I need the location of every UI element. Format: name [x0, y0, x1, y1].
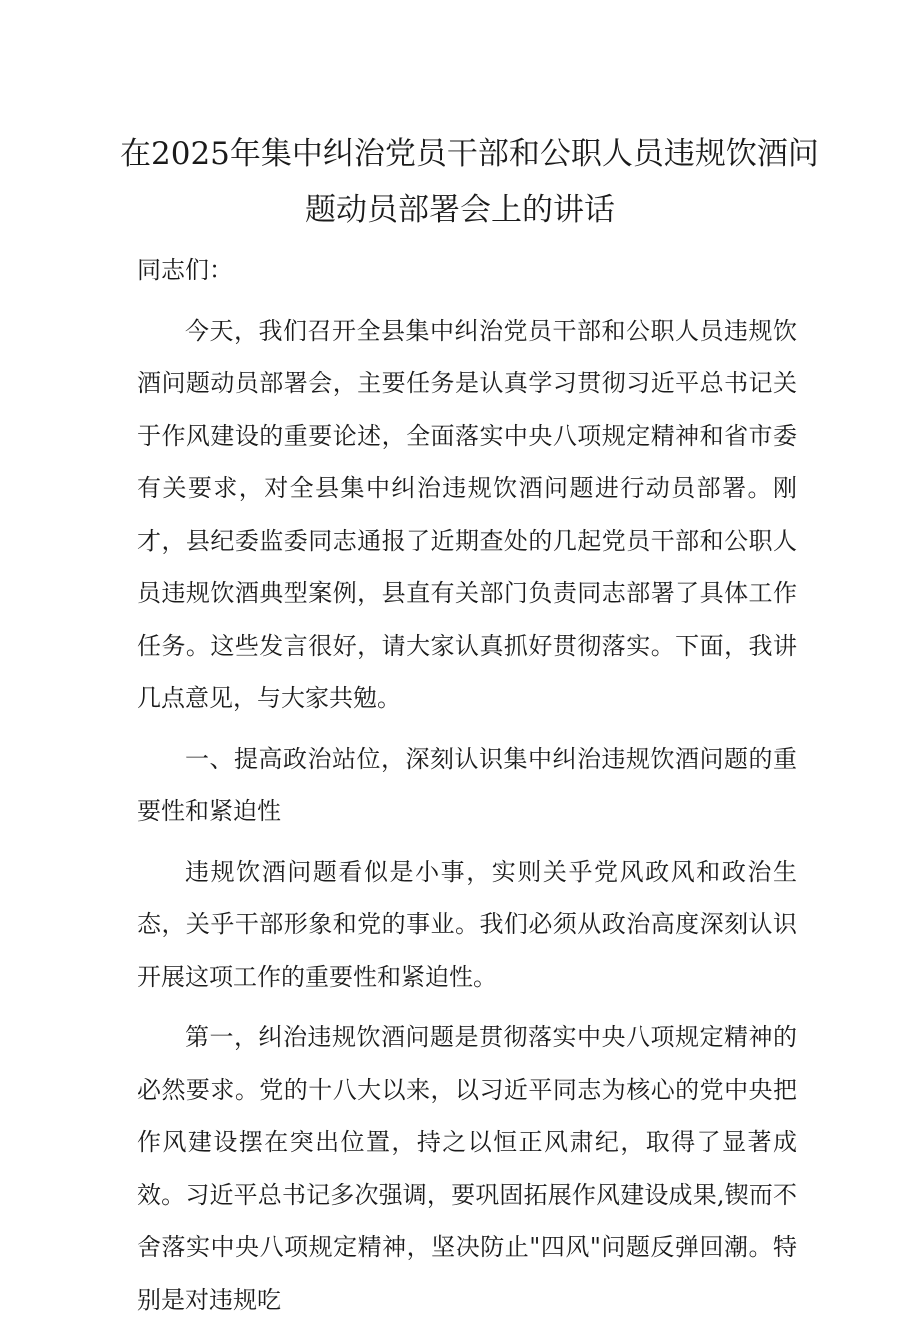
title-line-1: 在2025年集中纠治党员干部和公职人员违规饮酒问 [120, 136, 819, 172]
document-title [120, 126, 819, 238]
section-heading-1: 一、提高政治站位，深刻认识集中纠治违规饮酒问题的重要性和紧迫性 [137, 744, 797, 825]
document-body [137, 244, 797, 1326]
paragraph-section-1: 违规饮酒问题看似是小事，实则关乎党风政风和政治生态，关乎干部形象和党的事业。我们必须从政治高度深刻认识开展这项工作的重要性和紧迫性。 [137, 857, 797, 991]
salutation: 同志们： [137, 256, 233, 284]
title-line-2: 题动员部署会上的讲话 [305, 192, 615, 228]
paragraph-intro: 今天，我们召开全县集中纠治党员干部和公职人员违规饮酒问题动员部署会，主要任务是认真学习贯彻习近平总书记关于作风建设的重要论述，全面落实中央八项规定精神和省市委有关要求，对全县集中纠治违规饮酒问题进行动员部署。刚才，县纪委监委同志通报了近期查处的几起党员干部和公职人员违规饮酒典型案例，县直有关部门负责同志部署了具体工作任务。这些发言很好，请大家认真抓好贯彻落实。下面，我讲几点意见，与大家共勉。 [137, 316, 797, 712]
paragraph-point-1: 第一，纠治违规饮酒问题是贯彻落实中央八项规定精神的必然要求。党的十八大以来，以习近平同志为核心的党中央把作风建设摆在突出位置，持之以恒正风肃纪，取得了显著成效。习近平总书记多次强调，要巩固拓展作风建设成果,锲而不舍落实中央八项规定精神，坚决防止"四风"问题反弹回潮。特别是对违规吃 [137, 1023, 797, 1314]
